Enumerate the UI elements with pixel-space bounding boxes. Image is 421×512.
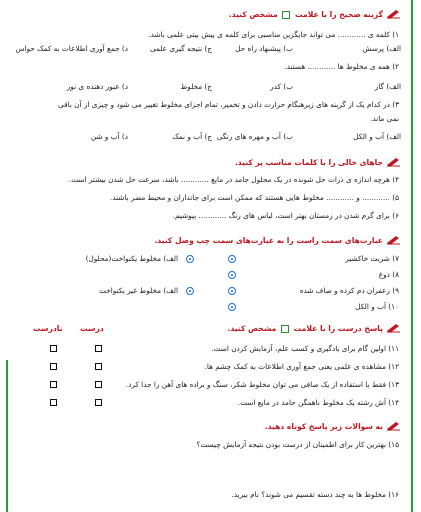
true-checkbox[interactable]	[95, 381, 102, 388]
section4-heading: پاسخ درست را با علامت مشخص کنید.	[227, 324, 383, 333]
col-false-header: نادرست	[33, 324, 63, 333]
pen-icon	[386, 9, 401, 19]
false-checkbox[interactable]	[50, 399, 57, 406]
q16-text: ۱۶) مخلوط ها به چند دسته تقسیم می شوند؟ نام ببرید.	[231, 490, 399, 499]
q1-option-d[interactable]: د) جمع آوری اطلاعات به کمک حواس	[15, 44, 128, 53]
true-checkbox[interactable]	[95, 399, 102, 406]
match-right-7: ۷) شربت خاکشیر	[345, 254, 399, 263]
true-checkbox[interactable]	[95, 363, 102, 370]
q2-option-a[interactable]: الف) گاز	[374, 82, 401, 91]
q1-option-b[interactable]: ب) پیشنهاد راه حل	[235, 44, 293, 53]
true-checkbox[interactable]	[95, 345, 102, 352]
q3-option-a[interactable]: الف) آب و الکل	[353, 132, 401, 141]
q3-option-c[interactable]: ج) آب و نمک	[172, 132, 212, 141]
radio-icon[interactable]	[228, 271, 236, 279]
q1-option-a[interactable]: الف) پرسش	[362, 44, 401, 53]
q3-option-d[interactable]: د) آب و شن	[90, 132, 128, 141]
match-right-8: ۸) دوغ	[378, 270, 399, 279]
false-checkbox[interactable]	[50, 345, 57, 352]
q5-text: ۵) ............ و ............ مخلوط هایی هستند که ممکن است برای جانداران و محیط مضر باشند.	[109, 193, 399, 202]
tf-item-13: ۱۳) فقط با استفاده از یک صافی می توان مخلوط شکر، سنگ و براده های آهن را جدا کرد.	[125, 380, 399, 389]
checkbox-icon	[281, 325, 289, 333]
section3-heading: عبارت‌های سمت راست را به عبارت‌های سمت چپ وصل کنید.	[154, 236, 383, 245]
section1-heading: گزینه صحیح را با علامت مشخص کنید.	[228, 10, 383, 19]
section2-heading: جاهای خالی را با کلمات مناسب پر کنید.	[234, 158, 383, 167]
q1-option-c[interactable]: ج) نتیجه گیری علمی	[149, 44, 212, 53]
q3-text-cont: نمی ماند.	[370, 114, 399, 123]
radio-icon[interactable]	[228, 287, 236, 295]
q2-option-d[interactable]: د) عبور دهنده ی نور	[66, 82, 128, 91]
false-checkbox[interactable]	[50, 381, 57, 388]
q2-option-c[interactable]: ج) مخلوط	[180, 82, 212, 91]
q15-text: ۱۵) بهترین کار برای اطمینان از درست بودن نتیجه آزمایش چیست؟	[196, 440, 399, 449]
match-left-b: الف) مخلوط غیر یکنواخت	[99, 286, 178, 295]
q3-text: ۳) در کدام یک از گزینه های زیرهنگام حرارت دادن و تخمیر، تمام اجزای مخلوط تغییر می شود و چیزی از آن باقی	[58, 100, 399, 109]
radio-icon[interactable]	[186, 287, 194, 295]
match-right-10: ۱۰) آب و الکل	[355, 302, 399, 311]
radio-icon[interactable]	[186, 255, 194, 263]
pen-icon	[386, 235, 401, 245]
pen-icon	[386, 157, 401, 167]
page-border-left	[6, 360, 8, 512]
q3-option-b[interactable]: ب) آب و مهره های رنگی	[216, 132, 293, 141]
q4-text: ۴) هرچه اندازه ی ذرات حل شونده در یک محلول جامد در مایع ............ باشد، سرعت حل شدن بیشتر است.	[68, 175, 399, 184]
section5-heading: به سوالات زیر پاسخ کوتاه دهید.	[264, 422, 383, 431]
tf-item-12: ۱۲) مشاهده ی علمی یعنی جمع آوری اطلاعات به کمک چشم ها.	[204, 362, 399, 371]
q2-text: ۲) همه ی مخلوط ها ............ هستند.	[284, 62, 399, 71]
pen-icon	[386, 421, 401, 431]
q6-text: ۶) برای گرم شدن در زمستان بهتر است، لباس های رنگ ............ بپوشیم.	[172, 211, 399, 220]
q1-text: ۱) کلمه ی ............ می تواند جایگزین مناسبی برای کلمه ی پیش بینی علمی باشد.	[148, 30, 399, 39]
page-border-right	[411, 0, 413, 512]
col-true-header: درست	[80, 324, 104, 333]
match-left-a: الف) مخلوط یکنواخت(محلول)	[85, 254, 178, 263]
pen-icon	[386, 323, 401, 333]
tf-item-11: ۱۱) اولین گام برای یادگیری و کسب علم، آزمایش کردن است.	[211, 344, 399, 353]
q2-option-b[interactable]: ب) کدر	[270, 82, 293, 91]
radio-icon[interactable]	[228, 303, 236, 311]
radio-icon[interactable]	[228, 255, 236, 263]
false-checkbox[interactable]	[50, 363, 57, 370]
match-right-9: ۹) زعفران دم کرده و صاف شده	[299, 286, 399, 295]
checkbox-icon	[282, 11, 290, 19]
tf-item-14: ۱۴) آش رشته یک مخلوط ناهمگن جامد در مایع است.	[237, 398, 399, 407]
